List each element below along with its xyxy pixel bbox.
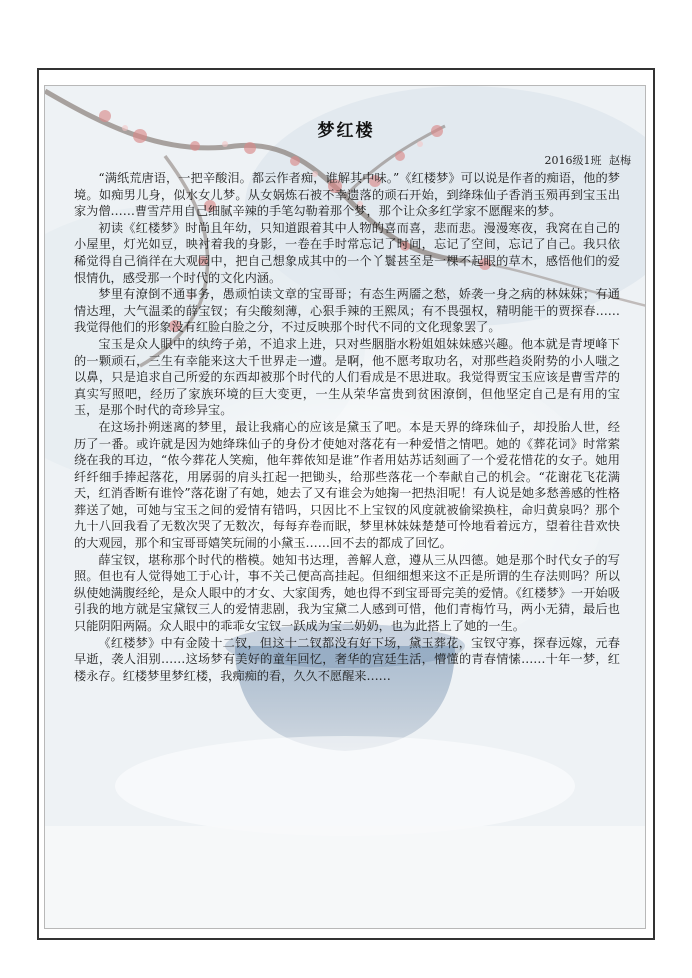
essay-body: [74, 170, 620, 684]
paragraph: 《红楼梦》中有金陵十二钗，但这十二钗都没有好下场，黛玉葬花，宝钗守寡，探春远嫁，元春早逝，袭人泪别……这场梦有美好的童年回忆，奢华的宫廷生活，懵懂的青春情愫……十年一梦，红楼永存。红楼梦里梦红楼，我痴痴的看，久久不愿醒来……: [74, 635, 620, 683]
paragraph: 梦里有潦倒不通事务，愚顽怕读文章的宝哥哥；有态生两靥之愁，娇袭一身之病的林妹妹；有通情达理，大气温柔的薛宝钗；有尖酸刻薄，心狠手辣的王熙凤；有不畏强权，精明能干的贾探春……我觉得他们的形象没有红脸白脸之分，不过反映那个时代不同的文化现象罢了。: [74, 287, 620, 335]
paragraph: 薛宝钗，堪称那个时代的楷模。她知书达理，善解人意，遵从三从四德。她是那个时代女子的写照。但也有人觉得她工于心计，事不关己便高高挂起。但细细想来这不正是所谓的生存法则吗？所以纵使她满腹经纶，是众人眼中的才女、大家闺秀，她也得不到宝哥哥完美的爱情。《红楼梦》一开始吸引我的地方就是宝黛钗三人的爱情悲剧，我为宝黛二人感到可惜，他们青梅竹马，两小无猜，最后也只能阴阳两隔。众人眼中的乖乖女宝钗一跃成为宝二奶奶，也为此搭上了她的一生。: [74, 552, 620, 634]
article-frame: [44, 85, 646, 929]
paragraph: 在这场扑朔迷离的梦里，最让我痛心的应该是黛玉了吧。本是天界的绛珠仙子，却投胎人世，经历了一番。或许就是因为她绛珠仙子的身份才使她对落花有一种爱惜之情吧。她的《葬花词》时常萦绕在我的耳边，“侬今葬花人笑痴，他年葬侬知是谁”作者用姑苏话刻画了一个爱花惜花的女子。她用纤纤细手捧起落花，用孱弱的肩头扛起一把锄头，给那些落花一个奉献自己的机会。“花谢花飞花满天，红消香断有谁怜”落花谢了有她，她去了又有谁会为她掬一把热泪呢！有人说是她多愁善感的性格葬送了她，可她与宝玉之间的爱情有错吗，只因比不上宝钗的风度就被偷梁换柱，命归黄泉吗？那个九十八回我看了无数次哭了无数次，每每弃卷而眠，梦里林妹妹楚楚可怜地看着远方，望着往昔欢快的大观园，那个和宝哥哥嬉笑玩闹的小黛玉……回不去的都成了回忆。: [74, 419, 620, 551]
author-byline: 2016级1班 赵梅: [544, 154, 631, 167]
paragraph: 宝玉是众人眼中的纨绔子弟，不追求上进，只对些胭脂水粉姐姐妹妹感兴趣。他本就是青埂峰下的一颗顽石，三生有幸能来这大千世界走一遭。是啊，他不愿考取功名，对那些趋炎附势的小人嗤之以鼻，只是追求自己所爱的东西却被那个时代的人们看成是不思进取。我觉得贾宝玉应该是曹雪芹的真实写照吧，经历了家族环境的巨大变更，一生从荣华富贵到贫困潦倒，但他坚定自己是有用的宝玉，是那个时代的奇珍异宝。: [74, 336, 620, 418]
page-title: 梦红楼: [317, 121, 375, 141]
paragraph: 初读《红楼梦》时尚且年幼，只知道跟着其中人物的喜而喜，悲而悲。漫漫寒夜，我窝在自己的小屋里，灯光如豆，映衬着我的身影，一卷在手时常忘记了时间，忘记了空间，忘记了自己。我只依稀觉得自己徜徉在大观园中，把自己想象成其中的一个丫鬟甚至是一棵不起眼的草木，感悟他们的爱恨情仇，感受那一个时代的文化内涵。: [74, 220, 620, 285]
paragraph: “满纸荒唐语，一把辛酸泪。都云作者痴，谁解其中味。”《红楼梦》可以说是作者的痴语，他的梦境。如痴男儿身，似水女儿梦。从女娲炼石被不幸遗落的顽石开始，到绛珠仙子香消玉殒再到宝玉出家为僧……曹雪芹用自己细腻辛辣的手笔勾勒着那个梦，那个让众多红学家不愿醒来的梦。: [74, 171, 620, 219]
